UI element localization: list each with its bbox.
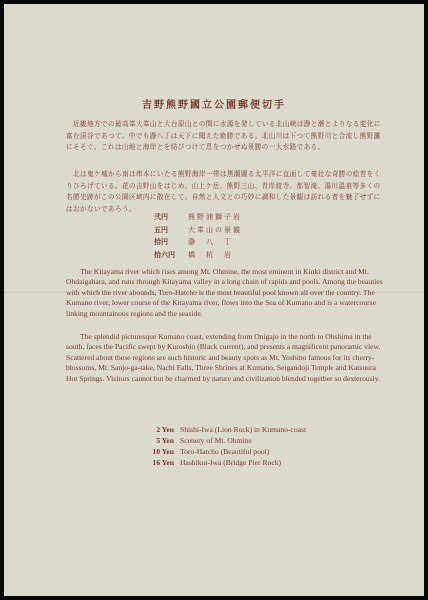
stamp-name: Shishi-Iwa (Lion Rock) in Kumano-coast: [180, 425, 307, 434]
japanese-paragraph-1: 近畿地方での最高峯大峯山と大台原山との間に水源を発している北山峡は瀞と瀬とよりなる変化に富む渓谷であつて、中でも瀞八丁は天下に聞えた絶勝である。北山川は下つて熊野川と合流し熊野灘にそそぐ。これは山地と海岸とを結びつけて息をつかせぬ景勝の一大水路である。: [66, 120, 381, 151]
stamp-name: 熊野浦獅子岩: [188, 213, 242, 221]
english-stamp-row: [136, 446, 306, 457]
stamp-denomination: 2 Yen: [156, 425, 174, 434]
stamp-denomination: 拾円: [154, 237, 168, 246]
page-title: 吉野熊野國立公園郵便切手: [142, 100, 286, 111]
stamp-denomination: 弐円: [154, 212, 168, 221]
japanese-stamp-list: [154, 211, 242, 261]
stamp-denomination: 10 Yen: [152, 447, 174, 456]
stamp-name: 大峯山の景観: [188, 225, 242, 234]
stamp-folder-page: [4, 4, 424, 596]
english-paragraph-2: The splendid picturesque Kumano coast, extending from Onigajo in the north to Ohshima in the south, faces the Pacific swept by Kuroshio (Black current), and presents a magnificent panoramic view. Scattered about these regions are such historic and beauty spots as Mt. Yoshino famous for its cherry-blossoms, Mt. Sanjo-ga-take, Nachi Falls, Three Shrines at Kumano, Seigandoji Temple and Katsuura Hot Springs. Visitors cannot but be charmed by nature and civilization blended together so dexterously.: [66, 332, 381, 383]
stamp-name: 瀞 八 丁: [188, 238, 233, 246]
english-stamp-row: [136, 435, 306, 446]
stamp-name: Hashikui-Iwa (Bridge Pier Rock): [180, 458, 282, 467]
english-stamp-list: [136, 424, 306, 468]
english-stamp-row: [136, 424, 306, 435]
japanese-stamp-row: [154, 249, 242, 262]
english-paragraph-1: The Kitayama river which rises among Mt. Ohmine, the most eminent in Kinki district and Mt. Ohdaigahara, and runs through Kitayama valley in a long chain of rapids and pools. Among the beauties with which the river abounds, Toro-Hatcho is the most beautiful pool known all over the country. The Kumano river, lower course of the Kitayama river, flows into the Sea of Kumano and is a watercourse linking mountainous regions and the seaside.: [66, 267, 383, 318]
stamp-name: Scenery of Mt. Ohmine: [180, 436, 252, 445]
stamp-denomination: 16 Yen: [152, 458, 174, 467]
japanese-stamp-row: [154, 236, 242, 249]
stamp-denomination: 拾六円: [154, 249, 175, 259]
stamp-denomination: 5 Yen: [156, 436, 174, 445]
stamp-name: Toro-Hatcho (Beautiful pool): [180, 447, 270, 456]
japanese-stamp-row: [154, 211, 242, 224]
japanese-paragraph-2: 北は鬼ケ城から南は串本にいたる熊野海岸一帯は黒潮躍る太平洋に直面して豪壮な奇勝の絵巻をくりひろげている。花の吉野山をはじめ、山上ケ岳、熊野三山、青岸渡寺、那智滝、湯川温泉等多くの名勝史跡がこの公園区域内に散在して、自然と人文との巧妙に調和した景観は訪れる者を魅了せずにはおかないであろう。: [66, 170, 381, 213]
japanese-stamp-row: [154, 224, 242, 237]
stamp-name: 橋 杭 岩: [188, 250, 233, 259]
stamp-denomination: 五円: [154, 224, 168, 234]
english-stamp-row: [136, 457, 306, 468]
